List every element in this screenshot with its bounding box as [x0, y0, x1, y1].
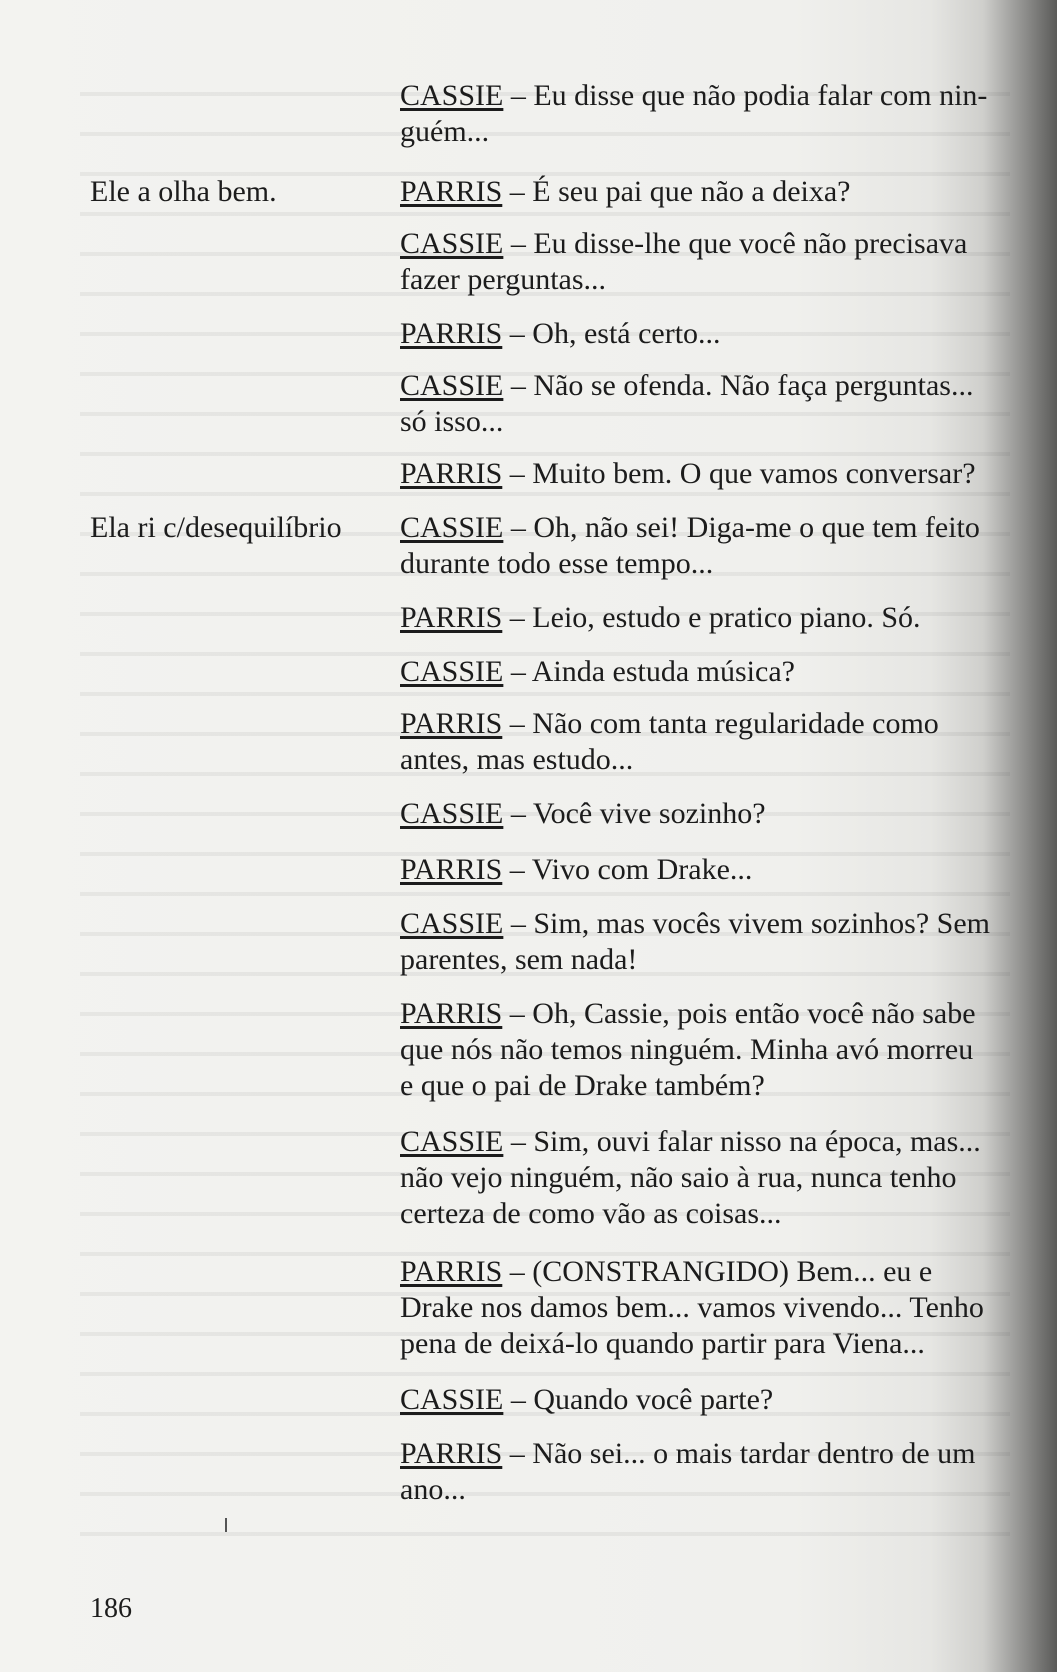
dialogue-continuation: e que o pai de Drake também?: [400, 1069, 765, 1102]
speaker-name: CASSIE: [400, 79, 504, 112]
stage-direction: Ele a olha bem.: [90, 175, 277, 208]
speaker-name: PARRIS: [400, 1437, 503, 1470]
dialogue-line: [400, 316, 1020, 352]
speaker-name: PARRIS: [400, 707, 503, 740]
dialogue-text: – Quando você parte?: [503, 1383, 774, 1416]
dialogue-continuation: pena de deixá-lo quando partir para Viena...: [400, 1327, 925, 1360]
dialogue-text: – (CONSTRANGIDO) Bem... eu e: [502, 1255, 933, 1288]
speaker-name: PARRIS: [400, 175, 503, 208]
dialogue-text: – Eu disse-lhe que você não precisava: [503, 227, 968, 260]
speaker-name: CASSIE: [400, 1383, 504, 1416]
speaker-name: CASSIE: [400, 655, 504, 688]
dialogue-line: [400, 906, 1020, 978]
speaker-name: PARRIS: [400, 601, 503, 634]
speaker-name: PARRIS: [400, 853, 503, 886]
stage-direction: Ela ri c/desequilíbrio: [90, 511, 342, 544]
dialogue-line: [400, 456, 1020, 492]
dialogue-line: [400, 600, 1020, 636]
speaker-name: PARRIS: [400, 317, 503, 350]
speaker-name: CASSIE: [400, 369, 504, 402]
dialogue-text: – Ainda estuda música?: [503, 655, 795, 688]
dialogue-line: [400, 796, 1020, 832]
dialogue-line: [400, 368, 1020, 440]
dialogue-text: – Sim, mas vocês vivem sozinhos? Sem: [503, 907, 990, 940]
dialogue-text: – Não com tanta regularidade como: [502, 707, 939, 740]
dialogue-line: [400, 706, 1020, 778]
dialogue-line: [400, 174, 1020, 210]
dialogue-text: – Vivo com Drake...: [502, 853, 753, 886]
dialogue-line: [400, 1124, 1020, 1232]
dialogue-continuation: não vejo ninguém, não saio à rua, nunca tenho: [400, 1161, 957, 1194]
dialogue-text: – Não se ofenda. Não faça perguntas...: [503, 369, 974, 402]
speaker-name: PARRIS: [400, 457, 503, 490]
dialogue-text: – Oh, Cassie, pois então você não sabe: [502, 997, 976, 1030]
dialogue-text: – Eu disse que não podia falar com nin-: [503, 79, 988, 112]
ink-mark: [225, 1518, 227, 1532]
dialogue-continuation: ano...: [400, 1473, 466, 1506]
page-number: 186: [90, 1593, 132, 1624]
dialogue-line: [400, 1436, 1020, 1508]
dialogue-line: [400, 996, 1020, 1104]
dialogue-continuation: fazer perguntas...: [400, 263, 607, 296]
dialogue-text: – Sim, ouvi falar nisso na época, mas...: [503, 1125, 981, 1158]
dialogue-continuation: antes, mas estudo...: [400, 743, 634, 776]
speaker-name: PARRIS: [400, 997, 503, 1030]
dialogue-line: [400, 654, 1020, 690]
dialogue-line: [400, 1254, 1020, 1362]
dialogue-text: – Leio, estudo e pratico piano. Só.: [502, 601, 921, 634]
dialogue-continuation: só isso...: [400, 405, 504, 438]
dialogue-line: [400, 78, 1020, 150]
dialogue-continuation: durante todo esse tempo...: [400, 547, 714, 580]
dialogue-line: [400, 510, 1020, 582]
dialogue-line: [400, 1382, 1020, 1418]
dialogue-text: – Oh, está certo...: [502, 317, 721, 350]
speaker-name: CASSIE: [400, 1125, 504, 1158]
speaker-name: CASSIE: [400, 797, 504, 830]
speaker-name: CASSIE: [400, 227, 504, 260]
speaker-name: CASSIE: [400, 511, 504, 544]
dialogue-text: – Você vive sozinho?: [503, 797, 766, 830]
speaker-name: PARRIS: [400, 1255, 503, 1288]
dialogue-continuation: certeza de como vão as coisas...: [400, 1197, 782, 1230]
dialogue-continuation: que nós não temos ninguém. Minha avó morreu: [400, 1033, 974, 1066]
dialogue-text: – É seu pai que não a deixa?: [502, 175, 851, 208]
dialogue-line: [400, 852, 1020, 888]
dialogue-text: – Muito bem. O que vamos conversar?: [502, 457, 976, 490]
dialogue-text: – Não sei... o mais tardar dentro de um: [502, 1437, 976, 1470]
dialogue-text: – Oh, não sei! Diga-me o que tem feito: [503, 511, 980, 544]
dialogue-continuation: guém...: [400, 115, 490, 148]
dialogue-continuation: parentes, sem nada!: [400, 943, 638, 976]
speaker-name: CASSIE: [400, 907, 504, 940]
dialogue-line: [400, 226, 1020, 298]
dialogue-continuation: Drake nos damos bem... vamos vivendo... Tenho: [400, 1291, 984, 1324]
